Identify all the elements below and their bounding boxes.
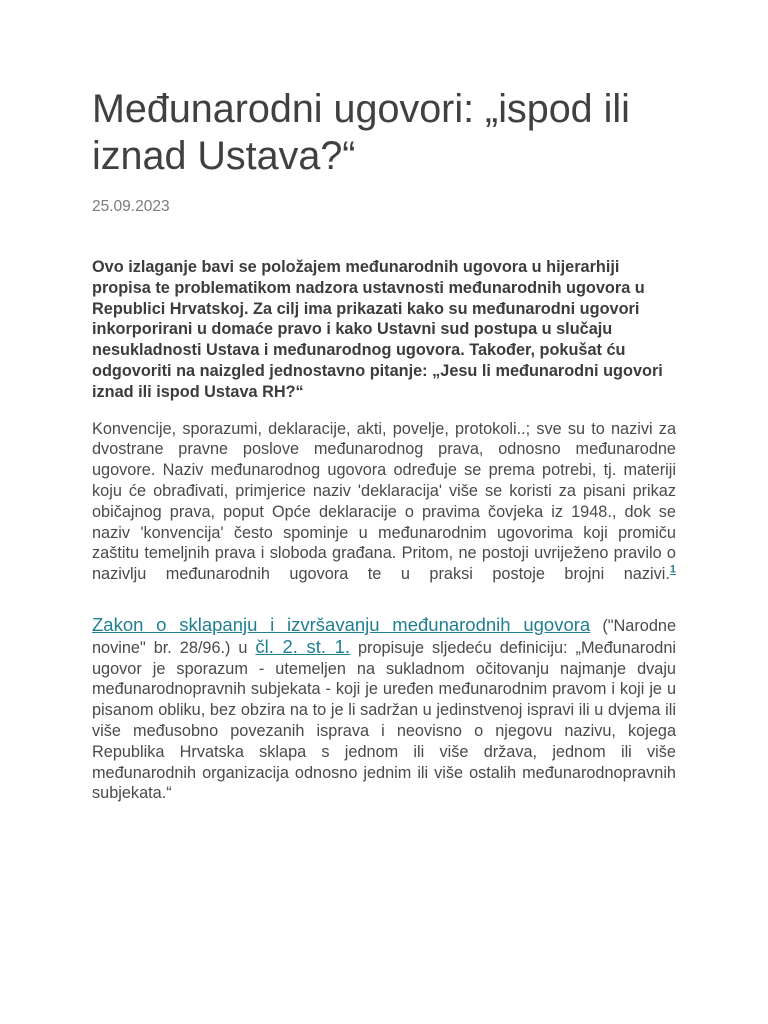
law-link[interactable]: Zakon o sklapanju i izvršavanju međunarodnih ugovora: [92, 613, 591, 635]
article-title: Međunarodni ugovori: „ispod ili iznad Ustava?“: [92, 87, 630, 178]
lead-text: Ovo izlaganje bavi se položajem međunarodnih ugovora u hijerarhiji propisa te problematikom nadzora ustavnosti međunarodnih ugovora u Republici Hrvatskoj. Za cilj ima prikazati kako su međunarodni ugovori inkorporirani u domaće pravo i kako Ustavni sud postupa u slučaju nesukladnosti Ustava i međunarodnog ugovora. Također, pokušat ću odgovoriti na naizgled jednostavno pitanje: „Jesu li međunarodni ugovori iznad ili ispod Ustava RH?“: [92, 258, 663, 401]
paragraph-1-text: Konvencije, sporazumi, deklaracije, akti, povelje, protokoli..; sve su to nazivi za dvostrane pravne poslove međunarodnog prava, odnosno međunarodne ugovore. Naziv međunarodnog ugovora određuje se prema potrebi, tj. materiji koju će obrađivati, primjerice naziv 'deklaracija' više se koristi za pisani prikaz običajnog prava, poput Opće deklaracije o pravima čovjeka iz 1948., dok se naziv 'konvencija' često spominje u međunarodnim ugovorima koji promiču zaštitu temeljnih prava i sloboda građana. Pritom, ne postoji uvriježeno pravilo o nazivlju međunarodnih ugovora te u praksi postoje brojni nazivi.: [92, 419, 676, 584]
article-lead: [92, 257, 676, 403]
article: [92, 86, 676, 804]
paragraph-1: [92, 419, 676, 585]
article-reference-link[interactable]: čl. 2. st. 1.: [255, 635, 351, 657]
publish-date: 25.09.2023: [92, 198, 170, 215]
gazette-text: ("Narodne novine" br. 28/96.) u: [92, 616, 676, 657]
definition-text: propisuje sljedeću definiciju: „Međunarodni ugovor je sporazum - utemeljen na sukladnom očitovanju najmanje dvaju međunarodnopravnih subjekata - koji je uređen međunarodnim pravom i koji je u pisanom obliku, bez obzira na to je li sadržan u jedinstvenoj ispravi ili u dvjema ili više međusobno povezanih isprava i neovisno o njegovu nazivu, kojega Republika Hrvatska sklapa s jednom ili više država, jednom ili više međunarodnih organizacija odnosno jednim ili više ostalih međunarodnopravnih subjekata.“: [92, 638, 676, 803]
footnote-link[interactable]: 1: [669, 563, 676, 576]
paragraph-2: [92, 615, 676, 804]
